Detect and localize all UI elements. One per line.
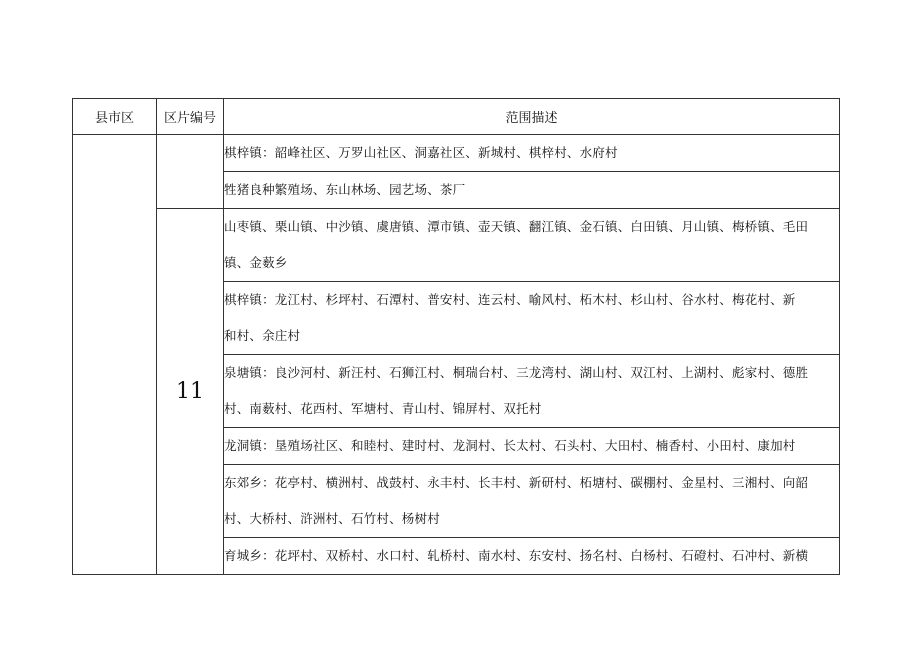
zone-number: 11 [157, 209, 224, 575]
desc-line: 棋梓镇：韶峰社区、万罗山社区、洞嘉社区、新城村、棋梓村、水府村 [224, 145, 618, 160]
header-desc: 范围描述 [224, 99, 840, 135]
desc-cell [224, 135, 840, 172]
desc-line: 镇、金薮乡 [224, 255, 288, 270]
desc-line: 和村、余庄村 [224, 328, 301, 343]
desc-cell [224, 209, 840, 282]
desc-line: 龙洞镇：垦殖场社区、和睦村、建时村、龙洞村、长太村、石头村、大田村、楠香村、小田村、康加村 [224, 438, 796, 453]
desc-cell [224, 282, 840, 355]
zone-cell-prev [157, 135, 224, 209]
desc-line: 村、南薮村、花西村、军塘村、青山村、锦屏村、双托村 [224, 401, 542, 416]
desc-line: 山枣镇、栗山镇、中沙镇、虞唐镇、潭市镇、壶天镇、翻江镇、金石镇、白田镇、月山镇、梅桥镇、毛田 [224, 219, 809, 234]
header-row [73, 99, 840, 135]
desc-line: 棋梓镇：龙江村、杉坪村、石潭村、普安村、连云村、喻风村、柘木村、杉山村、谷水村、梅花村、新 [224, 292, 796, 307]
county-cell [73, 135, 157, 575]
table-row [73, 135, 840, 172]
desc-line: 育城乡：花坪村、双桥村、水口村、轧桥村、南水村、东安村、扬名村、白杨村、石磴村、石冲村、新横 [224, 548, 809, 563]
region-table [72, 98, 840, 575]
header-county: 县市区 [73, 99, 157, 135]
desc-line: 东郊乡：花亭村、横洲村、战鼓村、永丰村、长丰村、新研村、柘塘村、碳棚村、金星村、三湘村、向韶 [224, 475, 809, 490]
table-row [73, 209, 840, 282]
desc-line: 村、大桥村、浒洲村、石竹村、杨树村 [224, 511, 440, 526]
desc-line: 泉塘镇：良沙河村、新汪村、石狮江村、桐瑞台村、三龙湾村、湖山村、双江村、上湖村、彪家村、德胜 [224, 365, 809, 380]
desc-cell [224, 172, 840, 209]
desc-cell [224, 538, 840, 575]
desc-cell [224, 355, 840, 428]
header-zone: 区片编号 [157, 99, 224, 135]
desc-cell [224, 465, 840, 538]
desc-cell [224, 428, 840, 465]
desc-line: 牲猪良种繁殖场、东山林场、园艺场、茶厂 [224, 182, 466, 197]
